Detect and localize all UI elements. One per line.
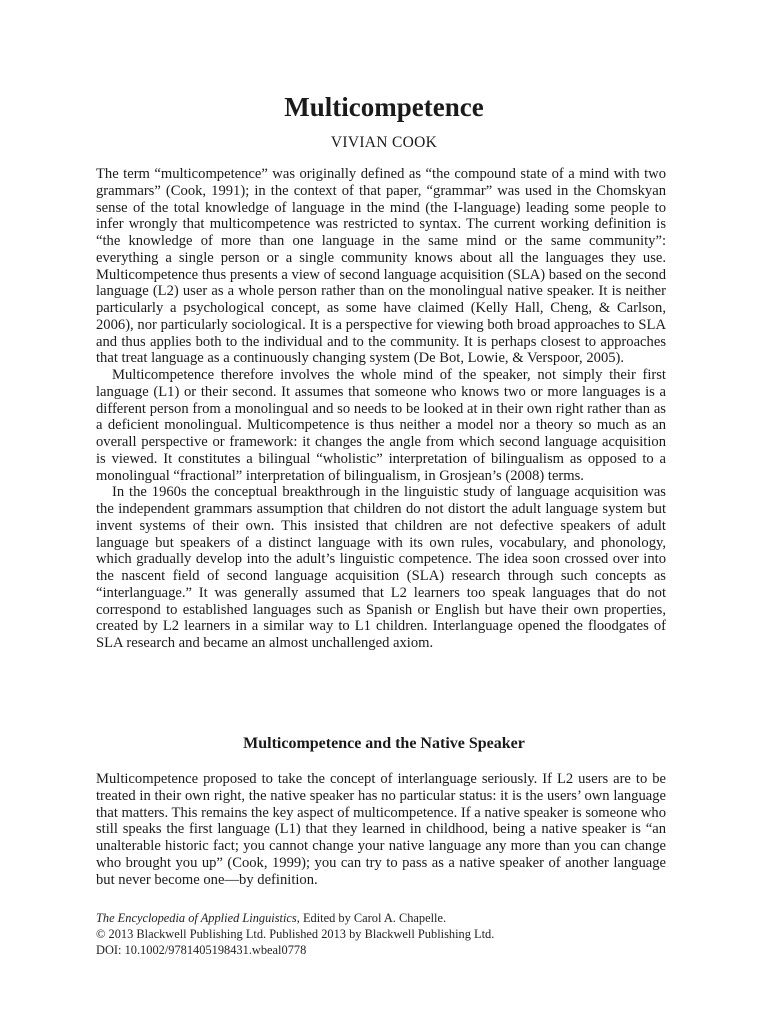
- article-body: [96, 166, 666, 652]
- article-author: VIVIAN COOK: [330, 134, 438, 151]
- book-editor: , Edited by Carol A. Chapelle.: [296, 911, 447, 925]
- book-title: The Encyclopedia of Applied Linguistics: [96, 911, 297, 925]
- section-heading: Multicompetence and the Native Speaker: [243, 735, 525, 752]
- section-body: [96, 771, 666, 888]
- article-title: Multicompetence: [284, 92, 484, 122]
- paragraph: Multicompetence proposed to take the concept of interlanguage seriously. If L2 users are to be treated in their own right, the native speaker has no particular status: it is the users’ own language that matters. This remains the key aspect of multicompetence. If a native speaker is someone who still speaks the first language (L1) that they learned in childhood, being a native speaker is “an unalterable historic fact; you cannot change your native language any more than you can change who brought you up” (Cook, 1999); you can try to pass as a native speaker of another language but never become one—by definition.: [96, 771, 666, 888]
- citation-line: [96, 910, 494, 926]
- paragraph: Multicompetence therefore involves the whole mind of the speaker, not simply their first language (L1) or their second. It assumes that someone who knows two or more languages is a different person from a monolingual and so needs to be looked at in their own right rather than as a deficient monolingual. Multicompetence is thus neither a model nor a theory so much as an overall perspective or framework: it changes the angle from which second language acquisition is viewed. It constitutes a bilingual “wholistic” interpretation of bilingualism as opposed to a monolingual “fractional” interpretation of bilingualism, in Grosjean’s (2008) terms.: [96, 367, 666, 484]
- paragraph: In the 1960s the conceptual breakthrough in the linguistic study of language acquisition was the independent grammars assumption that children do not distort the adult language system but invent systems of their own. This insisted that children are not defective speakers of adult language but speakers of a distinct language with its own rules, vocabulary, and phonology, which gradually develop into the adult’s linguistic competence. The idea soon crossed over into the nascent field of second language acquisition (SLA) research through such concepts as “interlanguage.” It was generally assumed that L2 learners too speak languages that do not correspond to established languages such as Spanish or English but have their own properties, created by L2 learners in a similar way to L1 children. Interlanguage opened the floodgates of SLA research and became an almost unchallenged axiom.: [96, 484, 666, 651]
- paragraph: The term “multicompetence” was originally defined as “the compound state of a mind with two grammars” (Cook, 1991); in the context of that paper, “grammar” was used in the Chomskyan sense of the total knowledge of language in the mind (the I-language) leading some people to infer wrongly that multicompetence was restricted to syntax. The current working definition is “the knowledge of more than one language in the same mind or the same community”: everything a single person or a single community knows about all the languages they use. Multicompetence thus presents a view of second language acquisition (SLA) based on the second language (L2) user as a whole person rather than on the monolingual native speaker. It is neither particularly a psychological concept, as some have claimed (Kelly Hall, Cheng, & Carlson, 2006), nor particularly sociological. It is a perspective for viewing both broad approaches to SLA and thus applies both to the individual and to the community. It is perhaps closest to approaches that treat language as a continuously changing system (De Bot, Lowie, & Verspoor, 2005).: [96, 166, 666, 367]
- doi-line: DOI: 10.1002/9781405198431.wbeal0778: [96, 943, 307, 958]
- citation-footer: [96, 910, 494, 959]
- copyright-line: © 2013 Blackwell Publishing Ltd. Published 2013 by Blackwell Publishing Ltd.: [96, 927, 495, 942]
